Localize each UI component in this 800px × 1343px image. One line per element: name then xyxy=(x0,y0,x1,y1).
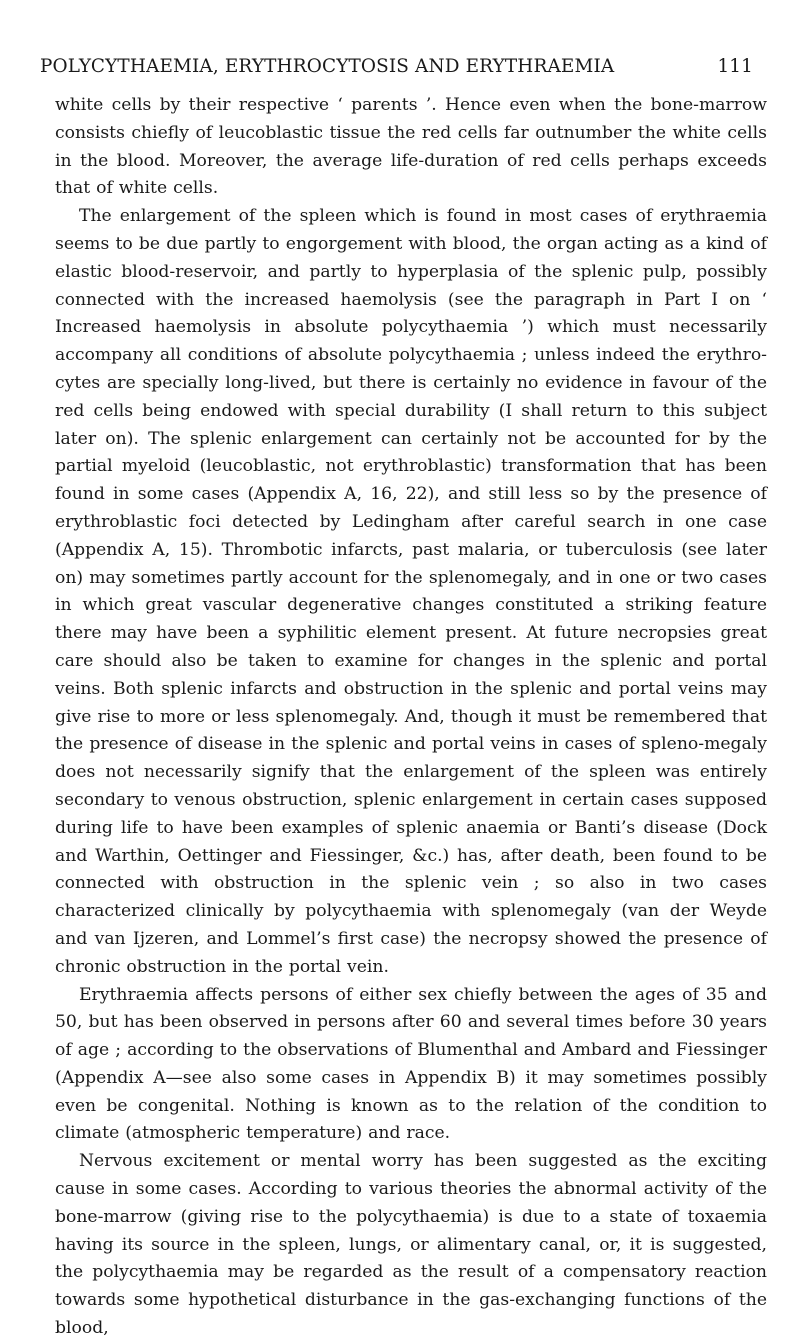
paragraph-exciting-cause: Nervous excitement or mental worry has been suggested as the exciting cause in some cases. According to various theories the abnormal activity of the bone-marrow (giving rise to the polycythaemia) is due to a state of toxaemia having its source in the spleen, lungs, or alimentary canal, or, it is suggested, the polycythaemia may be regarded as the result of a compensatory reaction towards some hypothetical disturbance in the gas-exchanging functions of the blood, xyxy=(55,1151,767,1339)
body-text xyxy=(55,92,767,1343)
book-page xyxy=(40,56,753,87)
page-number: 111 xyxy=(717,56,753,77)
paragraph-spleen-enlargement: The enlargement of the spleen which is found in most cases of erythraemia seems to be due partly to engorgement with blood, the organ acting as a kind of elastic blood-reservoir, and partly to hyperplasia of the splenic pulp, possibly connected with the increased haemolysis (see the paragraph in Part I on ‘ Increased haemolysis in absolute polycythaemia ’) which must necessarily accompany all conditions of absolute polycythaemia ; unless indeed the erythro-cytes are specially long-lived, but there is certainly no evidence in favour of the red cells being endowed with special durability (I shall return to this subject later on). The splenic enlargement can certainly not be accounted for by the partial myeloid (leucoblastic, not erythroblastic) transformation that has been found in some cases (Appendix A, 16, 22), and still less so by the presence of erythroblastic foci detected by Ledingham after careful search in one case (Appendix A, 15). Thrombotic infarcts, past malaria, or tuberculosis (see later on) may sometimes partly account for the splenomegaly, and in one or two cases in which great vascular degenerative changes constituted a striking feature there may have been a syphilitic element present. At future necropsies great care should also be taken to examine for changes in the splenic and portal veins. Both splenic infarcts and obstruction in the splenic and portal veins may give rise to more or less splenomegaly. And, though it must be remembered that the presence of disease in the splenic and portal veins in cases of spleno-megaly does not necessarily signify that the enlargement of the spleen was entirely secondary to venous obstruction, splenic enlargement in certain cases supposed during life to have been examples of splenic anaemia or Banti’s disease (Dock and Warthin, Oettinger and Fiessinger, &c.) has, after death, been found to be connected with obstruction in the splenic vein ; so also in two cases characterized clinically by polycythaemia with splenomegaly (van der Weyde and van Ijzeren, and Lommel’s first case) the necropsy showed the presence of chronic obstruction in the portal vein. xyxy=(55,206,767,977)
paragraph-age-distribution: Erythraemia affects persons of either sex chiefly between the ages of 35 and 50, but has been observed in persons after 60 and several times before 30 years of age ; according to the observations of Blumenthal and Ambard and Fiessinger (Appendix A—see also some cases in Appendix B) it may sometimes possibly even be congenital. Nothing is known as to the relation of the condition to climate (atmospheric temperature) and race. xyxy=(55,984,767,1144)
paragraph-continuation: white cells by their respective ‘ parents ’. Hence even when the bone-marrow consists chiefly of leucoblastic tissue the red cells far outnumber the white cells in the blood. Moreover, the average life-duration of red cells perhaps exceeds that of white cells. xyxy=(55,95,767,199)
running-head-title: POLYCYTHAEMIA, ERYTHROCYTOSIS AND ERYTHRAEMIA xyxy=(40,56,615,77)
running-head xyxy=(40,56,753,77)
